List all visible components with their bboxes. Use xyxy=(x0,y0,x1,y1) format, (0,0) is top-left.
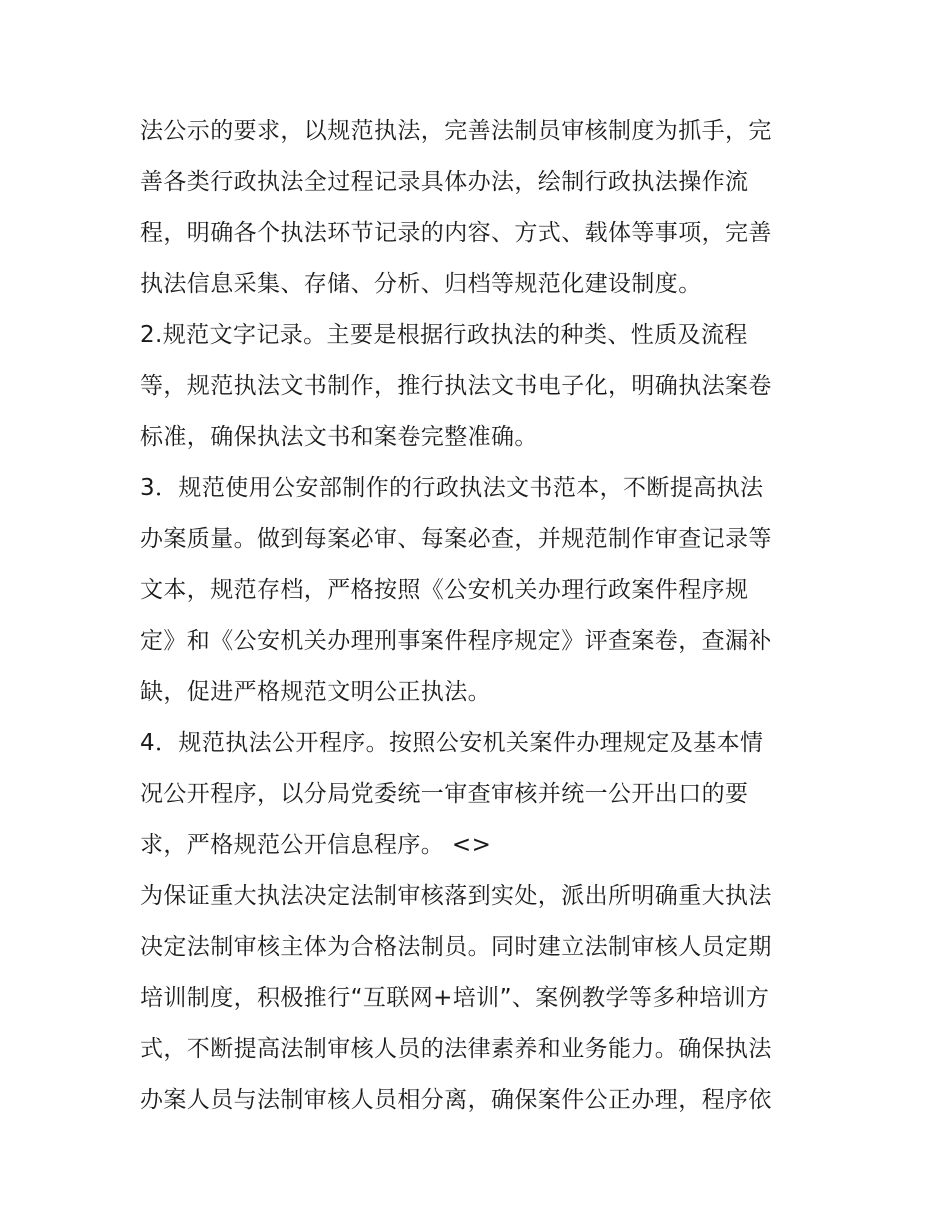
text-line: 执法信息采集、存储、分析、归档等规范化建设制度。 xyxy=(140,271,702,297)
body-text xyxy=(140,111,820,1131)
text-line: 文本，规范存档，严格按照《公安机关办理行政案件程序规 xyxy=(140,577,749,603)
text-line: 缺，促进严格规范文明公正执法。 xyxy=(140,679,491,705)
text-line: 2.规范文字记录。主要是根据行政执法的种类、性质及流程 xyxy=(140,322,748,348)
text-line: 善各类行政执法全过程记录具体办法，绘制行政执法操作流 xyxy=(140,169,749,195)
text-line: 法公示的要求，以规范执法，完善法制员审核制度为抓手，完 xyxy=(140,118,772,144)
text-line: 为保证重大执法决定法制审核落到实处，派出所明确重大执法 xyxy=(140,883,772,909)
text-line: 求，严格规范公开信息程序。 <> xyxy=(140,832,492,858)
text-line: 等，规范执法文书制作，推行执法文书电子化，明确执法案卷 xyxy=(140,373,772,399)
text-line: 培训制度，积极推行“互联网+培训”、案例教学等多种培训方 xyxy=(140,985,770,1011)
text-line: 办案质量。做到每案必审、每案必查，并规范制作审查记录等 xyxy=(140,526,772,552)
text-line: 标准，确保执法文书和案卷完整准确。 xyxy=(140,424,538,450)
text-line: 定》和《公安机关办理刑事案件程序规定》评查案卷，查漏补 xyxy=(140,628,772,654)
text-line: 式，不断提高法制审核人员的法律素养和业务能力。确保执法 xyxy=(140,1036,772,1062)
text-line: 况公开程序，以分局党委统一审查审核并统一公开出口的要 xyxy=(140,781,749,807)
text-line: 办案人员与法制审核人员相分离，确保案件公正办理，程序依 xyxy=(140,1087,772,1113)
text-line: 3．规范使用公安部制作的行政执法文书范本，不断提高执法 xyxy=(140,475,764,501)
text-line: 决定法制审核主体为合格法制员。同时建立法制审核人员定期 xyxy=(140,934,772,960)
text-line: 4．规范执法公开程序。按照公安机关案件办理规定及基本情 xyxy=(140,730,764,756)
text-line: 程，明确各个执法环节记录的内容、方式、载体等事项，完善 xyxy=(140,220,772,246)
